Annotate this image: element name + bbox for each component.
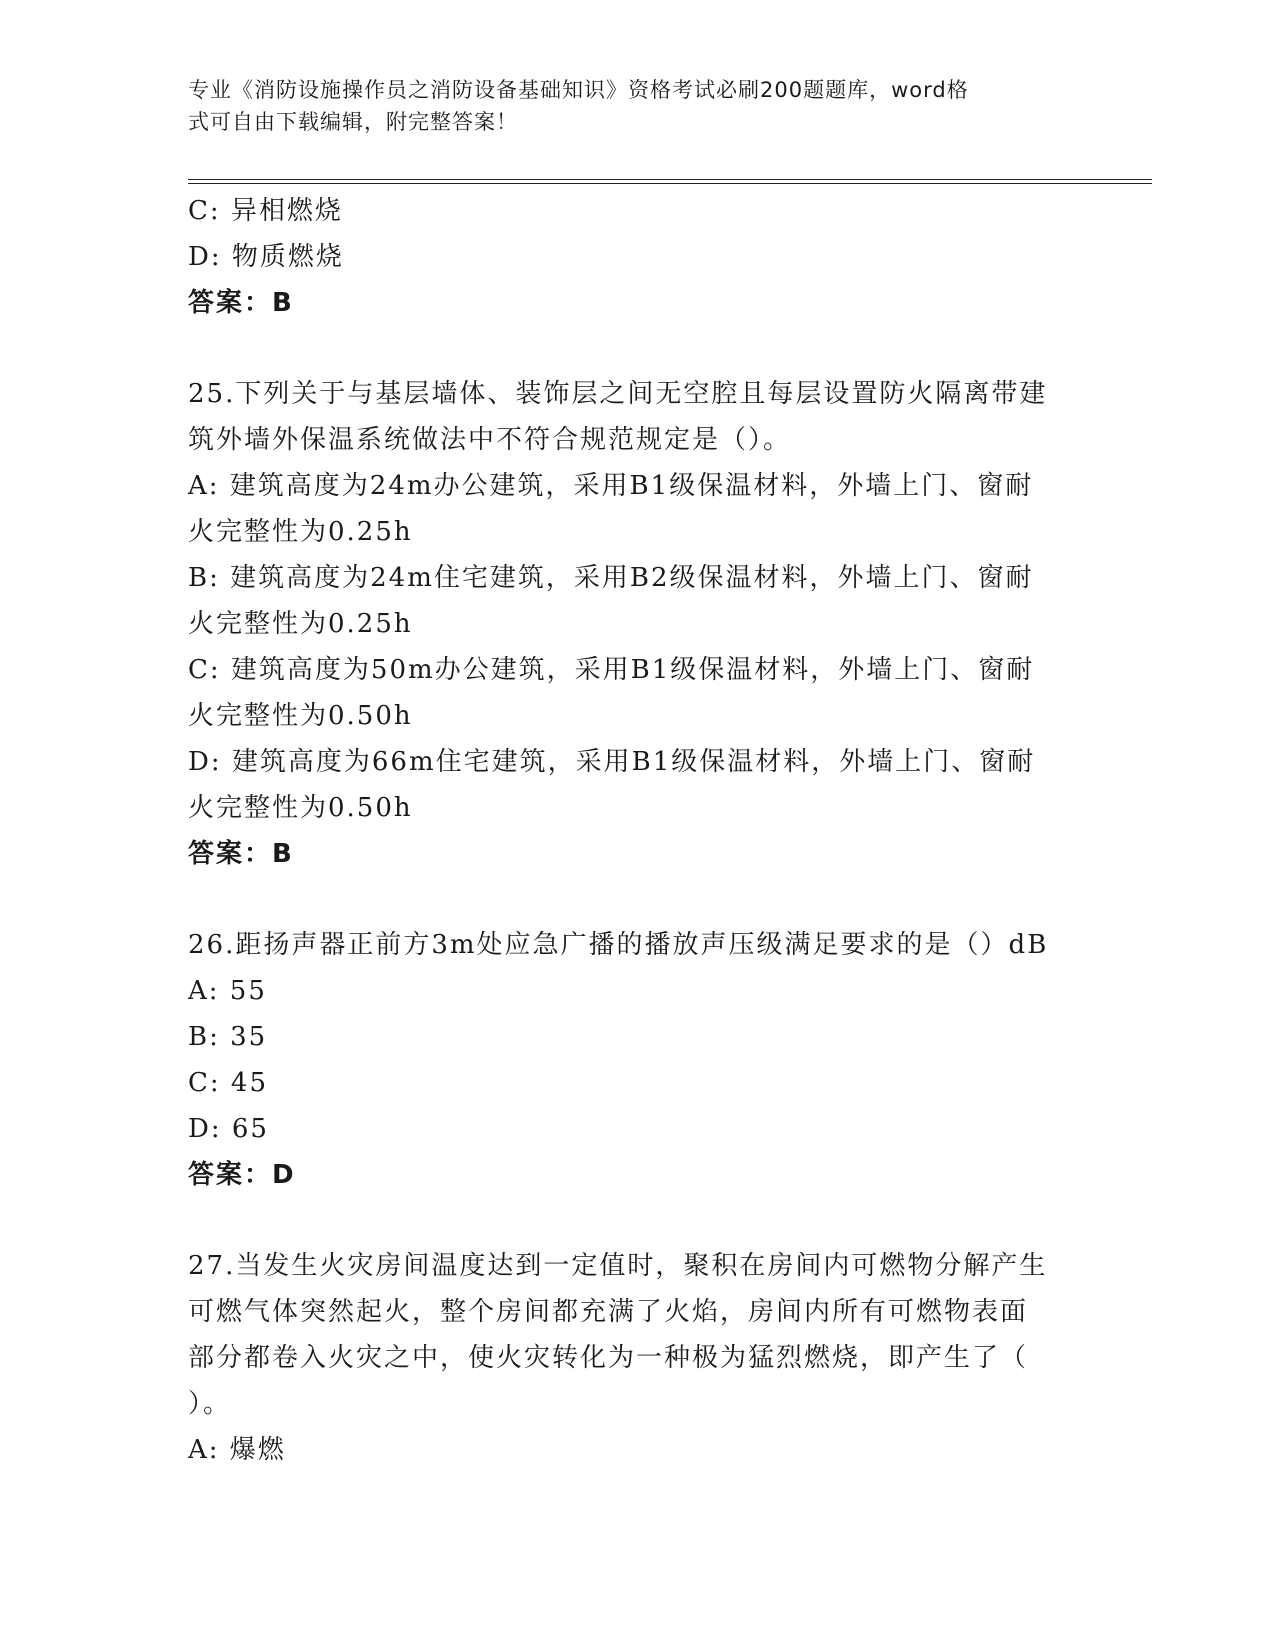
spacer (188, 1198, 1088, 1243)
header-divider-top (188, 179, 1152, 180)
option-c-cont: 火完整性为0.50h (188, 701, 413, 731)
option-a: A: 爆燃 (188, 1435, 286, 1465)
option-d-cont: 火完整性为0.50h (188, 793, 413, 823)
document-header (188, 74, 1068, 138)
option-b-cont: 火完整性为0.25h (188, 609, 413, 639)
option-d: D: 物质燃烧 (188, 242, 344, 272)
option-d: D: 建筑高度为66m住宅建筑，采用B1级保温材料，外墙上门、窗耐 (188, 747, 1036, 777)
option-c: C: 建筑高度为50m办公建筑，采用B1级保温材料，外墙上门、窗耐 (188, 655, 1035, 685)
question-content (188, 188, 1088, 1473)
option-d: D: 65 (188, 1114, 269, 1144)
question-stem: 27.当发生火灾房间温度达到一定值时，聚积在房间内可燃物分解产生 (188, 1251, 1048, 1281)
answer-label: 答案：D (188, 1160, 296, 1190)
option-a: A: 55 (188, 976, 267, 1006)
question-25 (188, 371, 1088, 877)
option-c: C: 异相燃烧 (188, 196, 343, 226)
header-line-2: 式可自由下载编辑，附完整答案！ (188, 110, 518, 134)
question-stem: 部分都卷入火灾之中，使火灾转化为一种极为猛烈燃烧，即产生了（ (188, 1343, 1029, 1373)
option-a-cont: 火完整性为0.25h (188, 517, 413, 547)
question-stem: 25.下列关于与基层墙体、装饰层之间无空腔且每层设置防火隔离带建 (188, 379, 1048, 409)
header-divider-bottom (188, 183, 1152, 184)
question-26 (188, 922, 1088, 1198)
spacer (188, 877, 1088, 922)
question-24-tail (188, 188, 1088, 326)
question-27 (188, 1243, 1088, 1473)
option-c: C: 45 (188, 1068, 269, 1098)
answer-label: 答案：B (188, 288, 294, 318)
question-stem: ）。 (188, 1389, 232, 1419)
spacer (188, 326, 1088, 371)
question-stem: 26.距扬声器正前方3m处应急广播的播放声压级满足要求的是（）dB (188, 930, 1049, 960)
answer-label: 答案：B (188, 839, 294, 869)
question-stem: 可燃气体突然起火，整个房间都充满了火焰，房间内所有可燃物表面 (188, 1297, 1029, 1327)
option-b: B: 35 (188, 1022, 268, 1052)
header-line-1: 专业《消防设施操作员之消防设备基础知识》资格考试必刷200题题库，word格 (188, 78, 969, 102)
option-b: B: 建筑高度为24m住宅建筑，采用B2级保温材料，外墙上门、窗耐 (188, 563, 1034, 593)
option-a: A: 建筑高度为24m办公建筑，采用B1级保温材料，外墙上门、窗耐 (188, 471, 1034, 501)
question-stem: 筑外墙外保温系统做法中不符合规范规定是（）。 (188, 425, 792, 455)
